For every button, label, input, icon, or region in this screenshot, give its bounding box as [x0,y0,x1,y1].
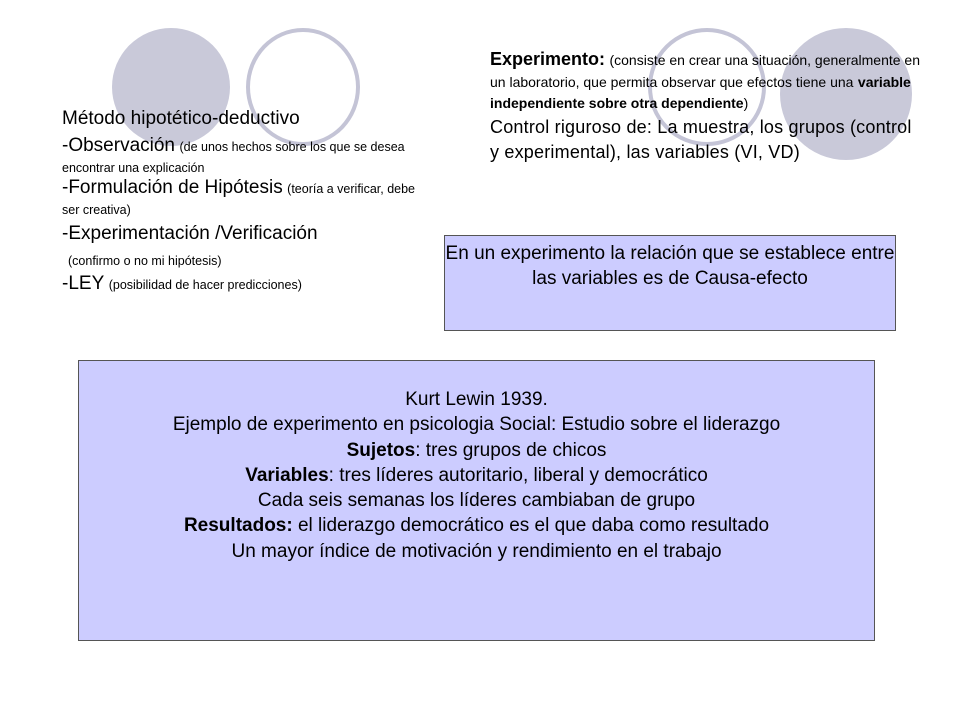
experiment-control-text: Control riguroso de: La muestra, los grupos (control y experimental), las variables (VI, VD) [490,116,912,162]
method-steps-block [62,108,422,295]
step-experimentacion [62,223,422,269]
lewin-rotation-line: Cada seis semanas los líderes cambiaban de grupo [257,490,696,512]
step-note: (posibilidad de hacer predicciones) [108,277,302,292]
experiment-block [490,48,922,165]
cause-effect-text: En un experimento la relación que se establece entre las variables es de Causa-efecto [445,243,895,290]
step-main: -Observación [62,134,175,156]
lewin-title: Kurt Lewin 1939. [405,389,548,410]
step-main: -LEY [62,272,105,294]
step-note: (confirmo o no mi hipótesis) [68,253,222,268]
lewin-conclusion-line: Un mayor índice de motivación y rendimiento en el trabajo [231,540,722,562]
experiment-definition: (consiste en crear una situación, generalmente en un laboratorio, que permita observar que efectos tiene una [490,52,920,90]
step-ley [62,273,422,296]
subjects-text: : tres grupos de chicos [415,439,607,461]
cause-effect-box [444,235,896,331]
lewin-subjects-line [79,438,874,463]
step-note: (de unos hechos sobre los que se desea encontrar una explicación [62,139,405,175]
subjects-label: Sujetos [346,439,416,461]
variables-label: Variables [245,464,329,486]
lewin-results-line [79,513,874,538]
results-label: Resultados: [183,515,293,537]
lewin-example-box [78,360,875,641]
lewin-example-line: Ejemplo de experimento en psicologia Social: Estudio sobre el liderazgo [172,414,781,436]
step-observacion [62,135,422,177]
method-title: Método hipotético-deductivo [62,108,300,129]
results-text: el liderazgo democrático es el que daba como resultado [292,515,770,537]
step-main: -Experimentación /Verificación [62,222,318,244]
variables-text: : tres líderes autoritario, liberal y democrático [328,464,708,486]
step-hipotesis [62,177,422,219]
experiment-definition-end: ) [743,94,749,111]
lewin-variables-line [79,463,874,488]
experiment-heading: Experimento: [490,49,606,69]
experiment-definition-bold: variable independiente sobre otra dependiente [490,73,911,111]
step-main: -Formulación de Hipótesis [62,176,283,198]
step-note: (teoría a verificar, debe ser creativa) [62,181,416,217]
